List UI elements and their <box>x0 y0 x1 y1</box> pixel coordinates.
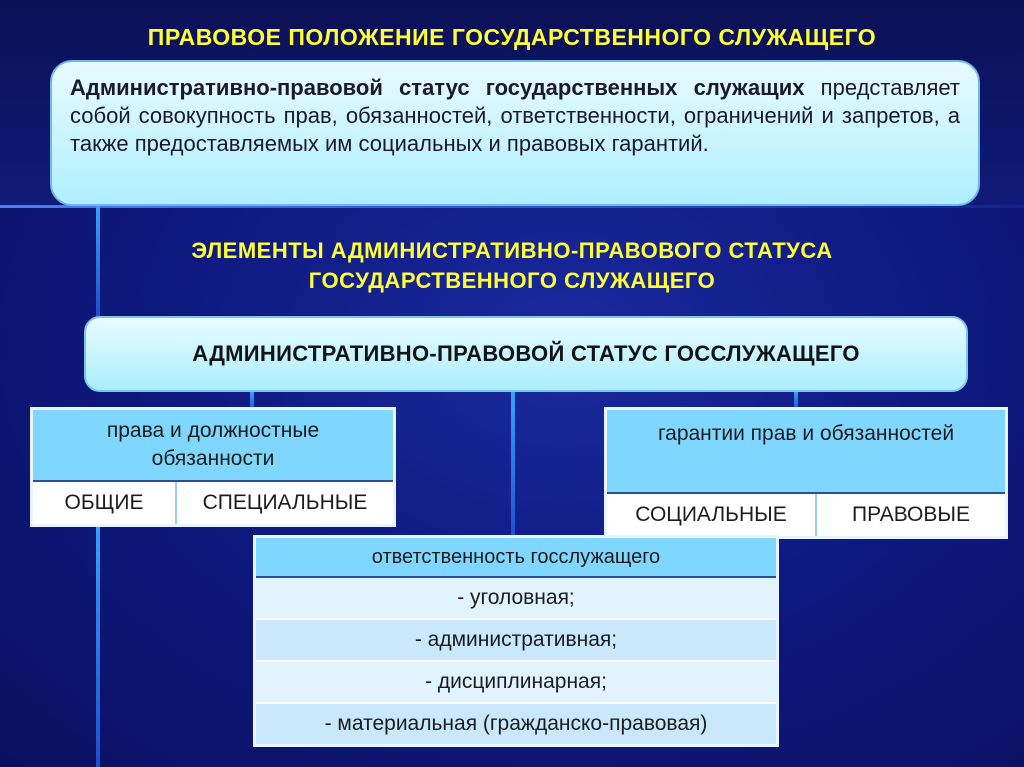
responsibility-item-administrative: - административная; <box>256 619 776 661</box>
guarantees-header: гарантии прав и обязанностей <box>607 410 1005 493</box>
connector-right <box>794 392 798 410</box>
definition-bold: Административно-правовой статус государственных служащих <box>70 75 805 100</box>
status-box: АДМИНИСТРАТИВНО-ПРАВОВОЙ СТАТУС ГОССЛУЖАЩЕГО <box>84 316 968 392</box>
rights-box <box>33 410 393 524</box>
guarantees-item-legal: ПРАВОВЫЕ <box>816 493 1005 536</box>
responsibility-item-criminal: - уголовная; <box>256 577 776 619</box>
elements-title-line2: ГОСУДАРСТВЕННОГО СЛУЖАЩЕГО <box>308 268 716 293</box>
guarantees-box <box>607 410 1005 536</box>
definition-box <box>50 60 980 206</box>
guarantees-item-social: СОЦИАЛЬНЫЕ <box>607 493 816 536</box>
connector-left-bottom <box>96 525 100 767</box>
main-title: ПРАВОВОЕ ПОЛОЖЕНИЕ ГОСУДАРСТВЕННОГО СЛУЖАЩЕГО <box>147 24 877 50</box>
responsibility-item-material: - материальная (гражданско-правовая) <box>256 703 776 744</box>
rights-item-general: ОБЩИЕ <box>33 481 176 524</box>
definition-text: представляет собой совокупность прав, обязанностей, ответственности, ограничений и запретов, а также предоставляемых им социальных и правовых гарантий. <box>70 75 960 156</box>
rights-header: права и должностные обязанности <box>33 410 393 481</box>
responsibility-header: ответственность госслужащего <box>256 538 776 577</box>
responsibility-item-disciplinary: - дисциплинарная; <box>256 661 776 703</box>
responsibility-box <box>256 538 776 744</box>
elements-title-line1: ЭЛЕМЕНТЫ АДМИНИСТРАТИВНО-ПРАВОВОГО СТАТУСА <box>191 238 833 263</box>
connector-left-mid <box>250 392 254 410</box>
rights-item-special: СПЕЦИАЛЬНЫЕ <box>176 481 393 524</box>
connector-center <box>511 392 515 540</box>
